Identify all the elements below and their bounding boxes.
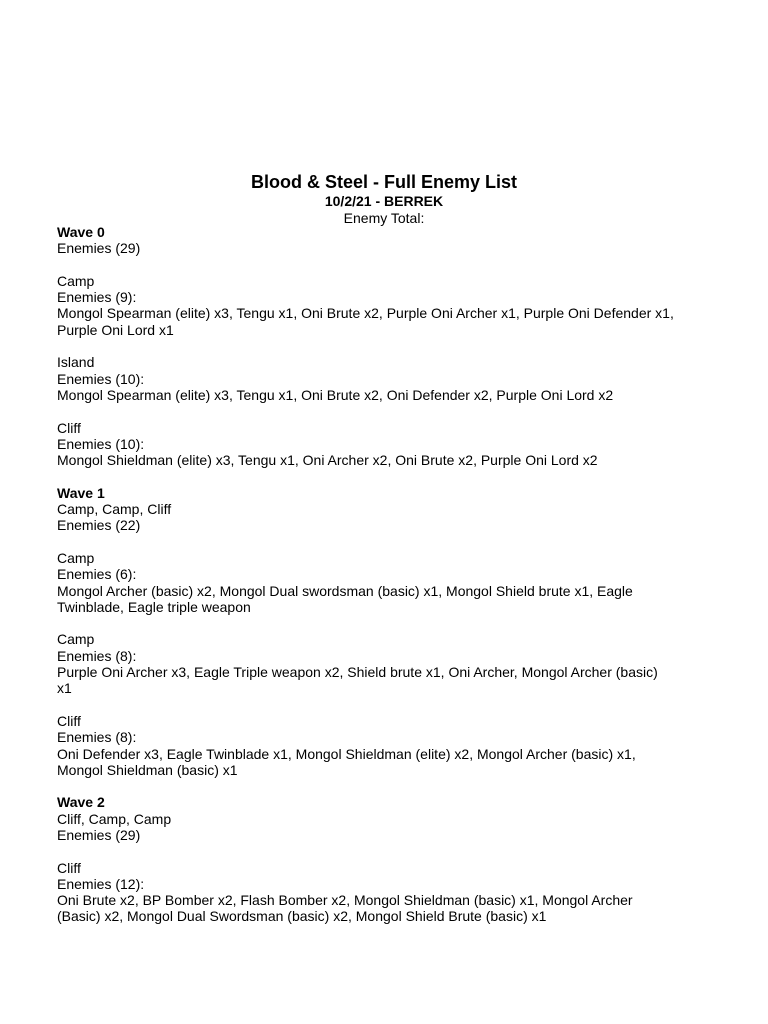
text-line: Cliff: [57, 712, 81, 729]
text-line: Mongol Spearman (elite) x3, Tengu x1, Oni Brute x2, Oni Defender x2, Purple Oni Lord x2: [57, 386, 614, 403]
text-line: Oni Brute x2, BP Bomber x2, Flash Bomber x2, Mongol Shieldman (basic) x1, Mongol Archer: [57, 892, 633, 909]
text-line: x1: [57, 680, 72, 697]
text-line: Mongol Archer (basic) x2, Mongol Dual swordsman (basic) x1, Mongol Shield brute x1, Eagle: [57, 582, 633, 599]
text-line: Purple Oni Lord x1: [57, 321, 174, 338]
blank-line: [57, 257, 717, 273]
text-line: Cliff: [57, 419, 81, 436]
text-line: Enemies (10):: [57, 370, 145, 387]
text-line: Cliff: [57, 859, 81, 876]
text-line: Camp, Camp, Cliff: [57, 501, 172, 518]
blank-line: [57, 534, 717, 550]
enemy-total-label: Enemy Total:: [343, 210, 425, 226]
text-line: Enemies (8):: [57, 647, 137, 664]
text-line: Enemies (10):: [57, 435, 145, 452]
blank-line: [57, 615, 717, 631]
text-line: Purple Oni Archer x3, Eagle Triple weapon x2, Shield brute x1, Oni Archer, Mongol Archer (basic): [57, 664, 658, 681]
text-line: Enemies (29): [57, 240, 141, 257]
text-line: Mongol Shieldman (elite) x3, Tengu x1, Oni Archer x2, Oni Brute x2, Purple Oni Lord x2: [57, 452, 598, 469]
wave-heading: Wave 2: [57, 794, 105, 811]
blank-line: [57, 403, 717, 419]
text-line: Twinblade, Eagle triple weapon: [57, 598, 251, 615]
text-line: Enemies (8):: [57, 729, 137, 746]
text-line: (Basic) x2, Mongol Dual Swordsman (basic) x2, Mongol Shield Brute (basic) x1: [57, 908, 547, 925]
text-line: Island: [57, 354, 95, 371]
text-line: Cliff, Camp, Camp: [57, 810, 172, 827]
text-line: Enemies (22): [57, 517, 141, 534]
blank-line: [57, 468, 717, 484]
text-line: Oni Defender x3, Eagle Twinblade x1, Mongol Shieldman (elite) x2, Mongol Archer (basic) x1,: [57, 745, 636, 762]
text-line: Enemies (9):: [57, 289, 137, 306]
text-line: Mongol Spearman (elite) x3, Tengu x1, Oni Brute x2, Purple Oni Archer x1, Purple Oni Defender x1,: [57, 305, 674, 322]
blank-line: [57, 778, 717, 794]
blank-line: [57, 843, 717, 859]
text-line: Mongol Shieldman (basic) x1: [57, 761, 238, 778]
document-body: [57, 224, 717, 925]
text-line: Camp: [57, 272, 95, 289]
wave-heading: Wave 0: [57, 224, 105, 240]
document-subtitle: 10/2/21 - BERREK: [324, 193, 444, 209]
text-line: Camp: [57, 631, 95, 648]
wave-heading: Wave 1: [57, 484, 105, 501]
document-title: Blood & Steel - Full Enemy List: [250, 172, 518, 192]
text-line: Enemies (6):: [57, 566, 137, 583]
blank-line: [57, 338, 717, 354]
document-header: [0, 171, 768, 227]
blank-line: [57, 697, 717, 713]
text-line: Enemies (12):: [57, 875, 145, 892]
text-line: Camp: [57, 549, 95, 566]
text-line: Enemies (29): [57, 826, 141, 843]
